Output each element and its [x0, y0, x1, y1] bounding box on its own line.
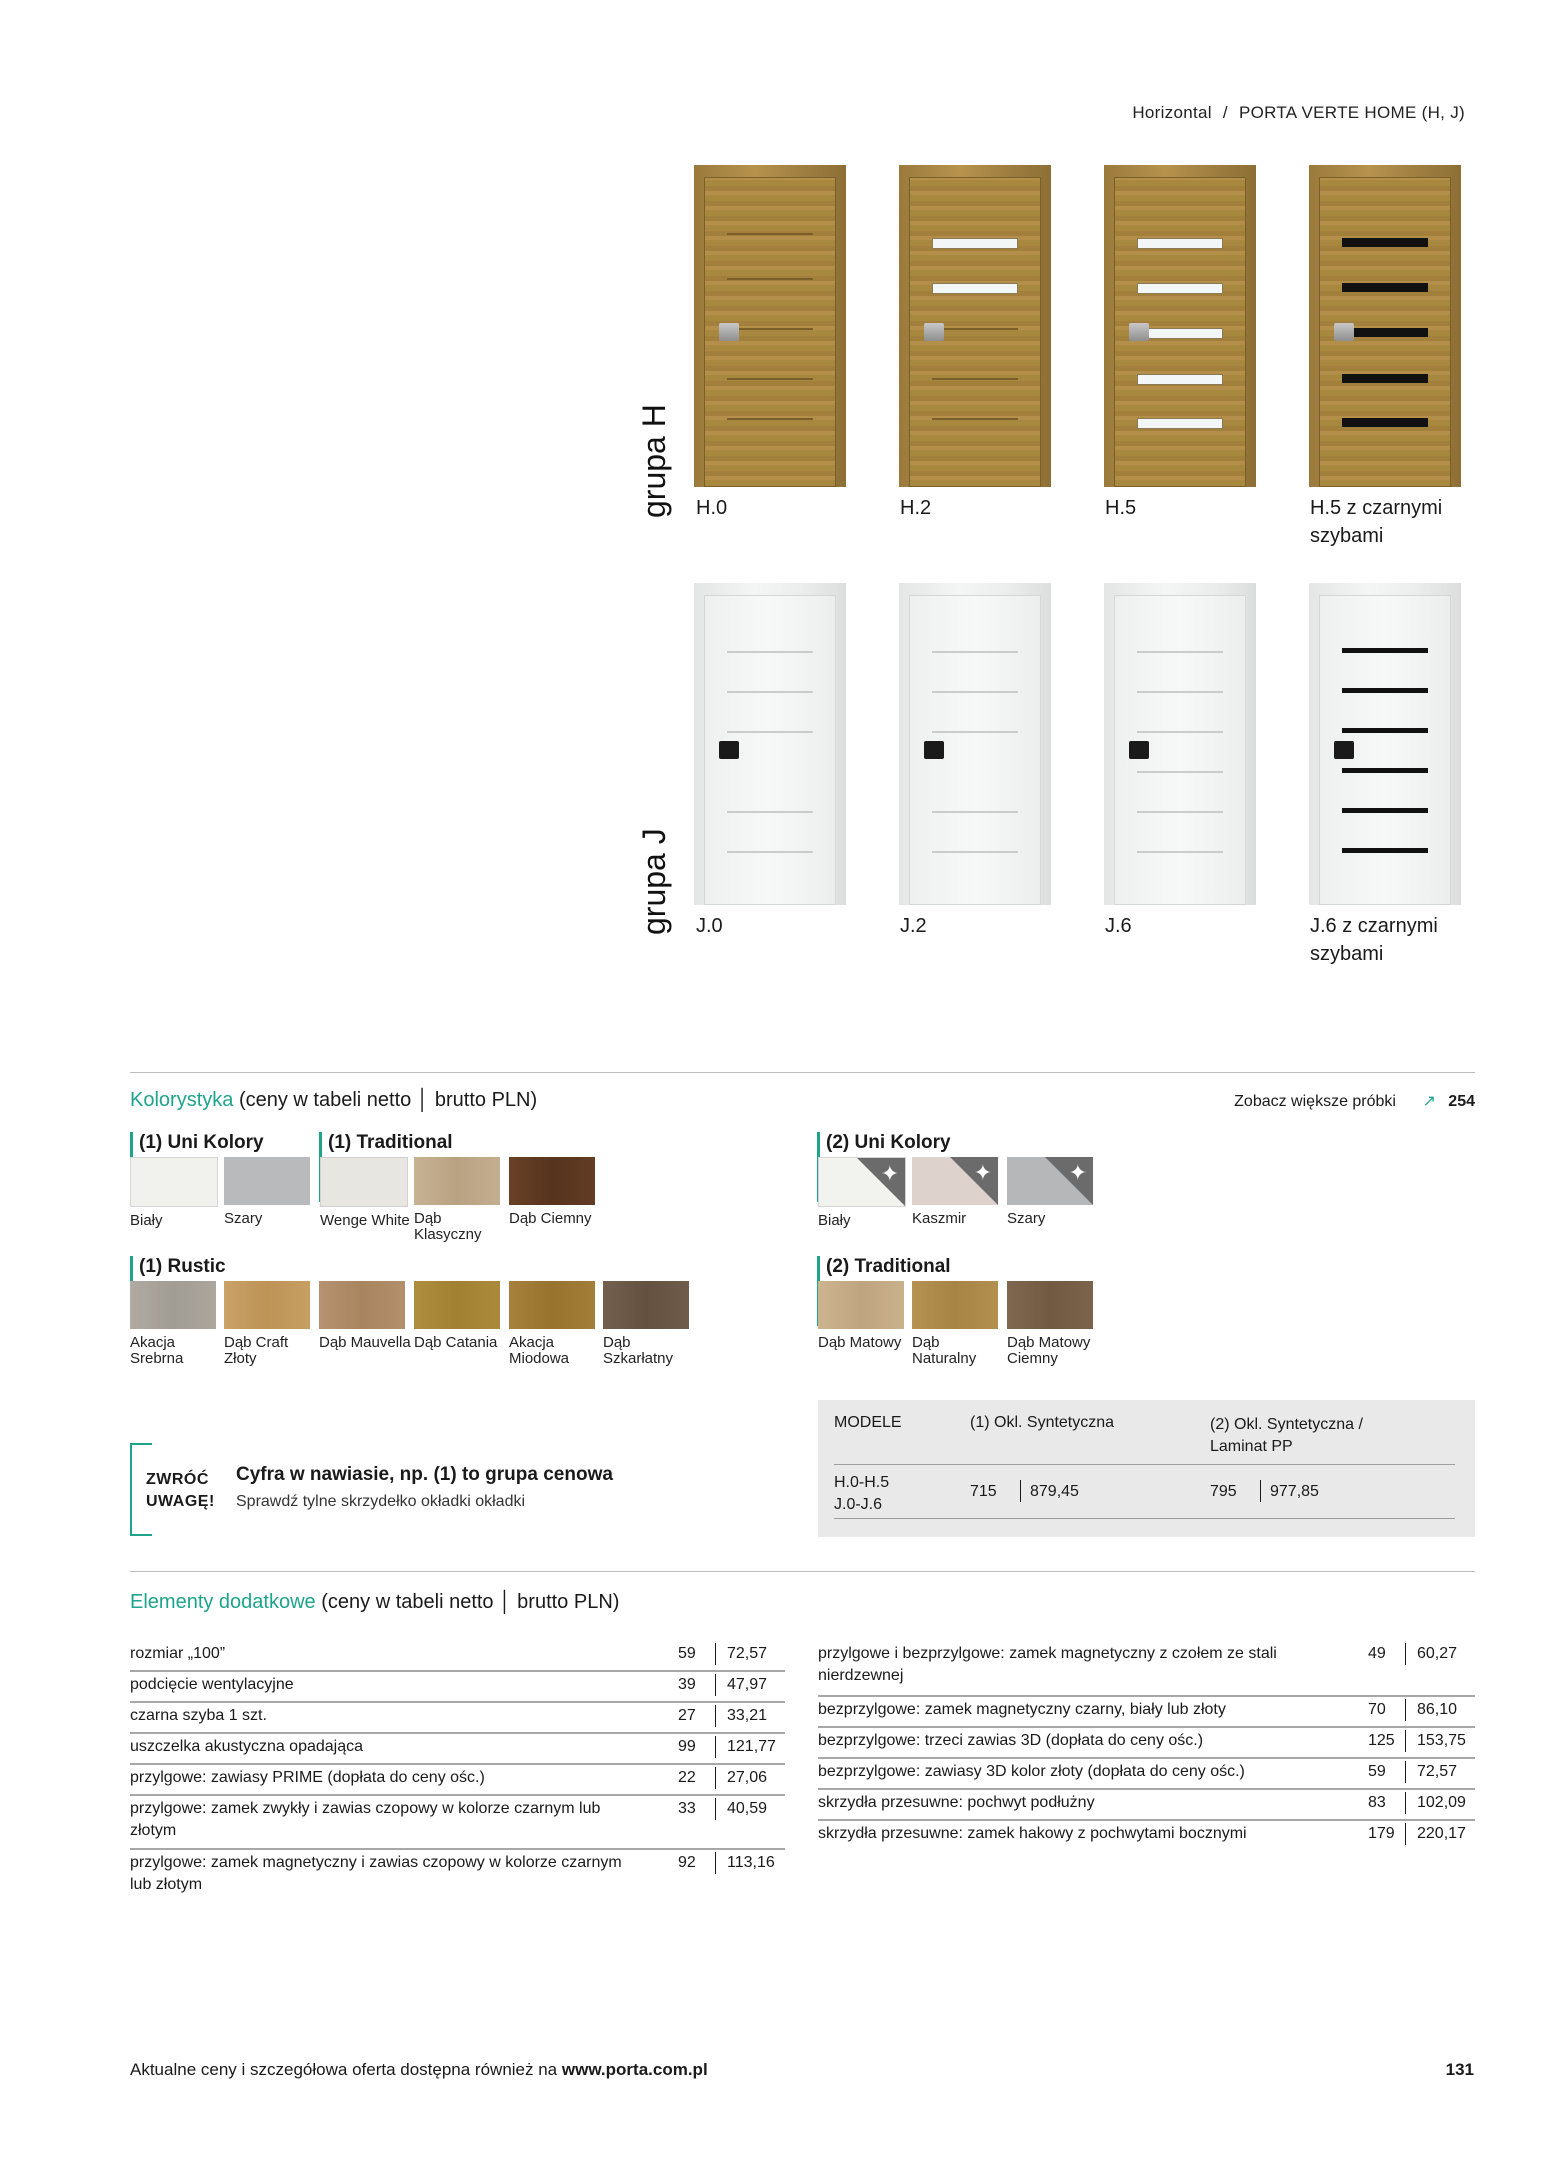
- breadcrumb-product[interactable]: PORTA VERTE HOME (H, J): [1238, 103, 1465, 122]
- swatch-uni2-kaszmir[interactable]: [912, 1157, 998, 1205]
- extras-left-row-label: podcięcie wentylacyjne: [130, 1676, 294, 1693]
- uni1-group-title: (1) Uni Kolory: [130, 1132, 264, 1202]
- trad2-group-title: (2) Traditional: [817, 1256, 951, 1326]
- extras-left-row-gross: 113,16: [727, 1854, 775, 1871]
- rustic1-group-title: (1) Rustic: [130, 1256, 226, 1326]
- extras-left-row-label: przylgowe: zawiasy PRIME (dopłata do ceny ośc.): [130, 1769, 485, 1786]
- colors-title-accent: Kolorystyka: [130, 1089, 234, 1111]
- extras-right-row-label: skrzydła przesuwne: zamek hakowy z pochwytami bocznymi: [818, 1825, 1247, 1842]
- larger-samples-link[interactable]: [1234, 1091, 1475, 1111]
- trad1-group-title: (1) Traditional: [319, 1132, 453, 1202]
- swatch-uni1-bialy-label: Biały: [130, 1212, 163, 1229]
- swatch-rustic1-akacja-miodowa-label: Akacja Miodowa: [509, 1334, 570, 1367]
- door-h5-image: [1104, 165, 1256, 487]
- door-j6-image: [1104, 583, 1256, 905]
- extras-right-row-gross: 102,09: [1417, 1794, 1466, 1811]
- extras-right-row-net: 70: [1368, 1701, 1386, 1718]
- extras-left-row-label: rozmiar „100”: [130, 1645, 226, 1662]
- extras-left-row-label: czarna szyba 1 szt.: [130, 1707, 267, 1724]
- swatch-uni1-szary[interactable]: [224, 1157, 310, 1205]
- door-h5-black-caption: H.5 z czarnymi szybami: [1310, 497, 1443, 547]
- section-divider: [130, 1072, 1475, 1073]
- swatch-trad2-dab-matowy[interactable]: [818, 1281, 904, 1329]
- extras-right-row-net: 49: [1368, 1645, 1386, 1662]
- sparkle-icon: ✦: [855, 1158, 905, 1206]
- extras-right-row-label: bezprzylgowe: trzeci zawias 3D (dopłata do ceny ośc.): [818, 1732, 1204, 1749]
- extras-left-row-gross: 47,97: [727, 1676, 768, 1693]
- price-table-price1-net: 715: [970, 1483, 997, 1500]
- extras-right-row-net: 83: [1368, 1794, 1386, 1811]
- extras-right-row-gross: 86,10: [1417, 1701, 1458, 1718]
- swatch-trad1-dab-klasyczny-label: Dąb Klasyczny: [414, 1210, 482, 1243]
- swatch-uni2-bialy[interactable]: [818, 1157, 906, 1207]
- extras-left-row-gross: 33,21: [727, 1707, 768, 1724]
- door-h2-caption: H.2: [900, 497, 932, 519]
- swatch-uni2-szary[interactable]: [1007, 1157, 1093, 1205]
- extras-right-row-net: 59: [1368, 1763, 1386, 1780]
- breadcrumb-section[interactable]: Horizontal: [1132, 103, 1212, 122]
- swatch-trad2-dab-matowy-ciemny[interactable]: [1007, 1281, 1093, 1329]
- swatch-uni1-szary-label: Szary: [224, 1210, 263, 1227]
- note-label: ZWRÓĆ UWAGĘ!: [146, 1471, 215, 1510]
- swatch-rustic1-dab-craft-zloty-label: Dąb Craft Złoty: [224, 1334, 289, 1367]
- swatch-trad1-dab-klasyczny[interactable]: [414, 1157, 500, 1205]
- swatch-trad2-dab-naturalny-label: Dąb Naturalny: [912, 1334, 977, 1367]
- swatch-rustic1-dab-craft-zloty[interactable]: [224, 1281, 310, 1329]
- swatch-rustic1-dab-catania[interactable]: [414, 1281, 500, 1329]
- swatch-rustic1-dab-catania-label: Dąb Catania: [414, 1334, 498, 1351]
- footer-text: Aktualne ceny i szczegółowa oferta dostępna również na www.porta.com.pl: [130, 2060, 708, 2079]
- door-j2-caption: J.2: [900, 915, 927, 937]
- price-table: [818, 1400, 1475, 1537]
- swatch-rustic1-dab-szkarlatny[interactable]: [603, 1281, 689, 1329]
- group-label-h: grupa H: [636, 404, 672, 518]
- swatch-rustic1-akacja-miodowa[interactable]: [509, 1281, 595, 1329]
- extras-title-accent: Elementy dodatkowe: [130, 1591, 316, 1613]
- price-table-header-group1: (1) Okl. Syntetyczna: [970, 1414, 1115, 1431]
- larger-samples-label: Zobacz większe próbki: [1234, 1093, 1396, 1110]
- extras-left-row-gross: 40,59: [727, 1800, 768, 1817]
- swatch-rustic1-dab-mauvella-label: Dąb Mauvella: [319, 1334, 411, 1351]
- colors-title-rest: (ceny w tabeli netto │ brutto PLN): [238, 1089, 538, 1111]
- extras-section-title: [130, 1591, 619, 1614]
- door-h0-caption: H.0: [696, 497, 728, 519]
- extras-title-rest: (ceny w tabeli netto │ brutto PLN): [321, 1591, 620, 1613]
- swatch-trad1-dab-ciemny-label: Dąb Ciemny: [509, 1210, 592, 1227]
- sparkle-icon: ✦: [948, 1157, 998, 1205]
- extras-left-row-label: uszczelka akustyczna opadająca: [130, 1738, 364, 1755]
- extras-left-row-net: 59: [678, 1645, 696, 1662]
- extras-left-row-net: 22: [678, 1769, 696, 1786]
- extras-left-row-label: przylgowe: zamek zwykły i zawias czopowy w kolorze czarnym lub złotym: [130, 1800, 601, 1839]
- swatch-uni1-bialy[interactable]: [130, 1157, 218, 1207]
- uni2-group-title: (2) Uni Kolory: [817, 1132, 951, 1202]
- door-j0-image: [694, 583, 846, 905]
- extras-right-row-gross: 72,57: [1417, 1763, 1458, 1780]
- group-label-j: grupa J: [636, 828, 672, 935]
- swatch-uni2-bialy-label: Biały: [818, 1212, 851, 1229]
- extras-right-row-gross: 60,27: [1417, 1645, 1458, 1662]
- extras-right-row-gross: 220,17: [1417, 1825, 1466, 1842]
- swatch-rustic1-dab-mauvella[interactable]: [319, 1281, 405, 1329]
- larger-samples-page: 254: [1448, 1093, 1475, 1110]
- door-j0-caption: J.0: [696, 915, 723, 937]
- extras-right-row-label: bezprzylgowe: zawiasy 3D kolor złoty (dopłata do ceny ośc.): [818, 1763, 1245, 1780]
- swatch-uni2-kaszmir-label: Kaszmir: [912, 1210, 967, 1227]
- extras-left-row-net: 99: [678, 1738, 696, 1755]
- extras-left-row-net: 27: [678, 1707, 696, 1724]
- door-h5-caption: H.5: [1105, 497, 1137, 519]
- footer-url-link[interactable]: www.porta.com.pl: [561, 2060, 708, 2079]
- price-table-price2-net: 795: [1210, 1483, 1237, 1500]
- sparkle-icon: ✦: [1043, 1157, 1093, 1205]
- price-table-price2-gross: 977,85: [1270, 1483, 1319, 1500]
- extras-right-row-net: 125: [1368, 1732, 1395, 1749]
- colors-section-title: [130, 1089, 537, 1112]
- swatch-trad1-wenge-white-label: Wenge White: [320, 1212, 410, 1229]
- extras-left-row-net: 33: [678, 1800, 696, 1817]
- swatch-rustic1-dab-szkarlatny-label: Dąb Szkarłatny: [603, 1334, 674, 1367]
- extras-right-row-label: bezprzylgowe: zamek magnetyczny czarny, biały lub złoty: [818, 1701, 1226, 1718]
- section-divider: [130, 1571, 1475, 1572]
- extras-right-row-net: 179: [1368, 1825, 1395, 1842]
- extras-left-row-net: 92: [678, 1854, 696, 1871]
- arrow-up-right-icon: ↗: [1422, 1093, 1436, 1110]
- page-number: 131: [1445, 2060, 1474, 2079]
- door-h2-image: [899, 165, 1051, 487]
- extras-left-row-label: przylgowe: zamek magnetyczny i zawias czopowy w kolorze czarnym lub złotym: [130, 1854, 622, 1893]
- door-h0-image: [694, 165, 846, 487]
- door-j6-black-caption: J.6 z czarnymi szybami: [1310, 915, 1438, 965]
- extras-left-row-net: 39: [678, 1676, 696, 1693]
- price-table-models: H.0-H.5 J.0-J.6: [834, 1474, 890, 1513]
- breadcrumb-separator: /: [1222, 103, 1228, 122]
- door-h5-black-image: [1309, 165, 1461, 487]
- note-text: Sprawdź tylne skrzydełko okładki okładki: [236, 1493, 526, 1510]
- price-table-header-group2: (2) Okl. Syntetyczna / Laminat PP: [1210, 1416, 1363, 1455]
- note-box: [130, 1443, 222, 1536]
- swatch-uni2-szary-label: Szary: [1007, 1210, 1046, 1227]
- extras-right-row-gross: 153,75: [1417, 1732, 1466, 1749]
- door-j2-image: [899, 583, 1051, 905]
- note-headline: Cyfra w nawiasie, np. (1) to grupa cenowa: [236, 1464, 613, 1485]
- extras-right-row-label: skrzydła przesuwne: pochwyt podłużny: [818, 1794, 1095, 1811]
- extras-right-row-label: przylgowe i bezprzylgowe: zamek magnetyczny z czołem ze stali nierdzewnej: [818, 1645, 1277, 1684]
- swatch-trad1-dab-ciemny[interactable]: [509, 1157, 595, 1205]
- door-j6-caption: J.6: [1105, 915, 1132, 937]
- swatch-trad2-dab-matowy-label: Dąb Matowy: [818, 1334, 902, 1351]
- swatch-trad2-dab-naturalny[interactable]: [912, 1281, 998, 1329]
- breadcrumb: [1132, 103, 1465, 123]
- extras-left-row-gross: 121,77: [727, 1738, 776, 1755]
- price-table-price1-gross: 879,45: [1030, 1483, 1079, 1500]
- swatch-rustic1-akacja-srebrna-label: Akacja Srebrna: [130, 1334, 184, 1367]
- swatch-trad2-dab-matowy-ciemny-label: Dąb Matowy Ciemny: [1007, 1334, 1091, 1367]
- extras-left-row-gross: 72,57: [727, 1645, 768, 1662]
- door-j6-black-image: [1309, 583, 1461, 905]
- extras-left-row-gross: 27,06: [727, 1769, 768, 1786]
- swatch-rustic1-akacja-srebrna[interactable]: [130, 1281, 216, 1329]
- swatch-trad1-wenge-white[interactable]: [320, 1157, 408, 1207]
- price-table-header-models: MODELE: [834, 1414, 902, 1431]
